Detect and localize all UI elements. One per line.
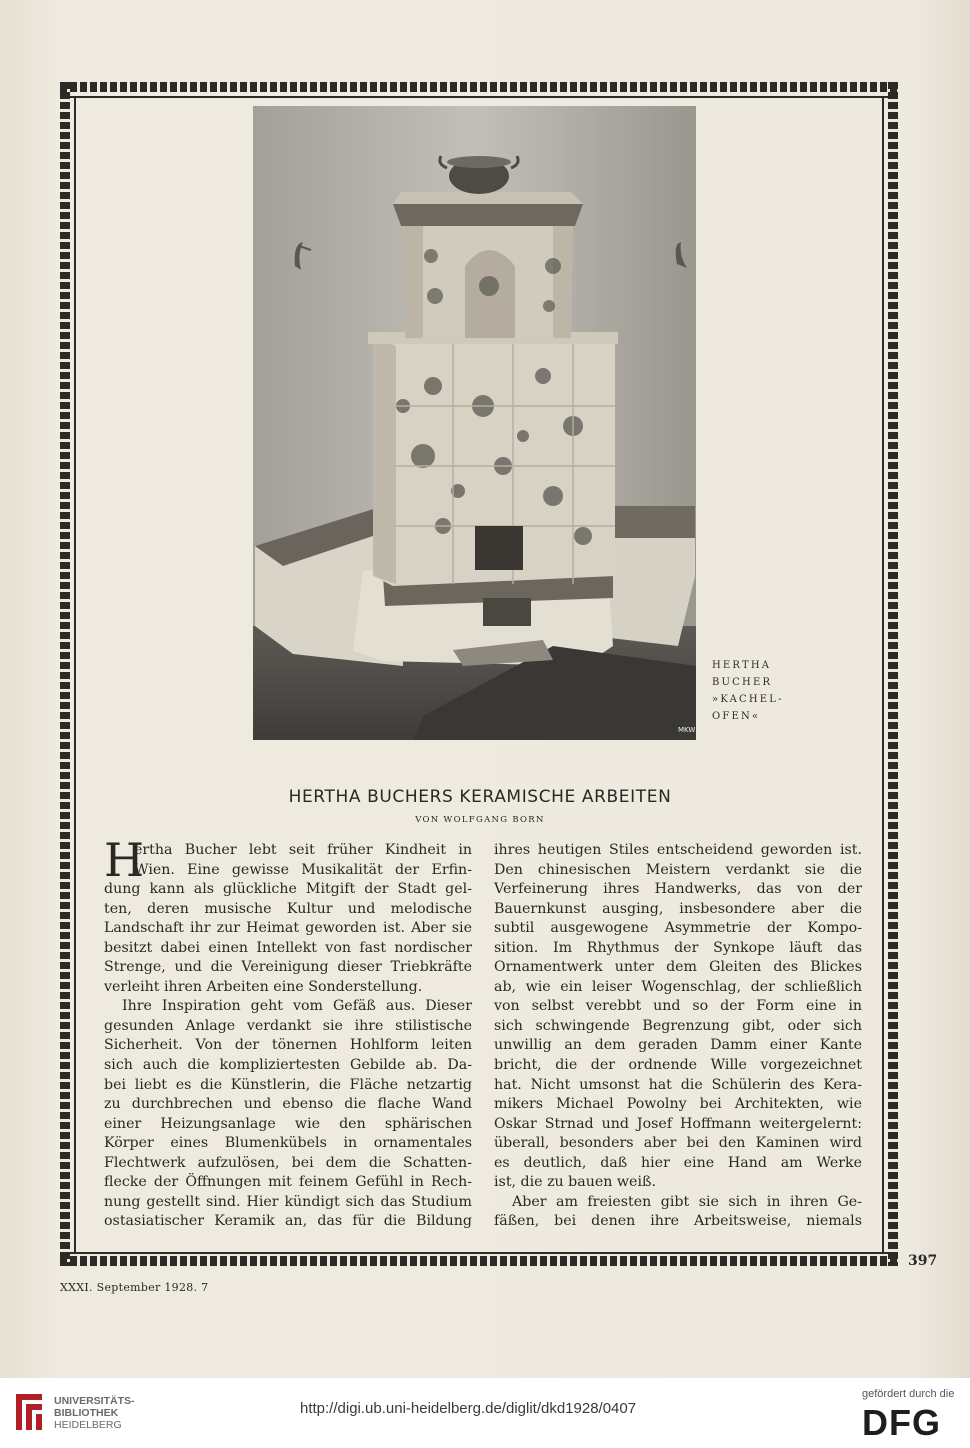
text-line: Den chinesischen Meistern verdankt sie die (494, 861, 862, 878)
text-line: Sicherheit. Von der tönernen Hohlform leiten (104, 1037, 472, 1054)
caption-line: BUCHER (712, 677, 773, 688)
text-line: hat. Nicht umsonst hat die Schülerin des Kera- (494, 1076, 862, 1093)
article-byline: VON WOLFGANG BORN (415, 815, 545, 825)
page-number: 397 (908, 1253, 938, 1269)
photo-monogram: MKW (678, 726, 696, 734)
text-line: ab, wie ein leiser Wogenschlag, der schließlich (494, 978, 862, 995)
text-column-left (104, 841, 472, 1232)
caption-line: »KACHEL- (712, 694, 784, 705)
text-line: Flechtwerk aufzulösen, bei dem die Schatten- (104, 1154, 472, 1171)
text-line: mikers Michael Powolny bei Architekten, wie (494, 1096, 862, 1113)
border-right-rule (882, 96, 884, 1254)
text-line: ist, die zu bauen weiß. (494, 1174, 656, 1191)
drop-cap: H (104, 833, 145, 887)
text-line: Körper eines Blumenkübels in ornamentales (104, 1135, 472, 1152)
text-line: Ihre Inspiration geht vom Gefäß aus. Dieser (122, 998, 472, 1015)
text-line: Ornamentwerk unter dem Gleiten des Blickes (494, 959, 862, 976)
library-name-line: BIBLIOTHEK (54, 1407, 119, 1419)
text-line: überall, besonders aber bei den Kaminen wird (494, 1135, 862, 1152)
text-line: sition. Im Rhythmus der Synkope läuft das (494, 939, 862, 956)
kachelofen-photograph (253, 106, 696, 740)
text-line: bricht, die der ordnende Wille vorgezeichnet (494, 1057, 862, 1074)
text-line: Wien. Eine gewisse Musikalität der Erfin- (134, 861, 472, 878)
border-top-rule (60, 96, 898, 98)
border-bottom (60, 1256, 898, 1266)
text-line: Landschaft ihr zur Heimat geworden ist. Aber sie (104, 920, 472, 937)
text-line: dung kann als glückliche Mitgift der Stadt gel- (104, 881, 472, 898)
library-name (54, 1395, 135, 1431)
text-line: ihres heutigen Stiles entscheidend geworden ist. (494, 842, 862, 858)
text-line: Bauernkunst ausging, insbesondere aber die (494, 900, 862, 917)
sponsor-label: gefördert durch die (862, 1388, 955, 1400)
text-line: besitzt dabei einen Intellekt von fast nordischer (104, 939, 472, 956)
text-line: Oskar Strnad und Josef Hoffmann weitergelernt: (494, 1115, 862, 1132)
dfg-logo: DFG (862, 1402, 941, 1443)
text-column-right (494, 841, 862, 1232)
text-line: nung gestellt sind. Hier kündigt sich das Studium (104, 1193, 472, 1210)
text-line: gesunden Anlage verdankt sie ihre stilistische (104, 1017, 472, 1034)
text-line: Strenge, und die Vereinigung dieser Triebkräfte (104, 959, 472, 976)
text-line: Aber am freiesten gibt sie sich in ihren Ge- (512, 1193, 862, 1210)
border-left (60, 82, 70, 1266)
text-line: einer Heizungsanlage wie den sphärischen (104, 1115, 472, 1132)
border-bottom-rule (60, 1252, 898, 1254)
caption-line: OFEN« (712, 711, 761, 722)
text-line: Verfeinerung ihres Handwerks, das von der (494, 881, 862, 898)
text-line: ten, deren musische Kultur und melodische (104, 900, 472, 917)
text-line: flecke der Öffnungen mit feinem Gefühl in Rech- (104, 1174, 472, 1191)
source-url-link[interactable]: http://digi.ub.uni-heidelberg.de/diglit/dkd1928/0407 (300, 1400, 637, 1417)
text-line: zu durchbrechen und ebenso die flache Wand (104, 1096, 472, 1113)
text-line: fäßen, bei denen ihre Arbeitsweise, niemals (494, 1213, 862, 1230)
text-line: sich schwingende Begrenzung gibt, oder sich (494, 1017, 862, 1034)
library-logo-icon (10, 1390, 48, 1434)
text-line: ertha Bucher lebt seit früher Kindheit in (134, 842, 472, 858)
text-line: bei liebt es die Künstlerin, die Fläche netzartig (104, 1076, 472, 1093)
text-line: sich auch die kompliziertesten Gebilde ab. Da- (104, 1057, 472, 1074)
border-left-rule (74, 96, 76, 1254)
text-line: unwillig an dem geraden Damm einer Kante (494, 1037, 862, 1054)
photo-caption (712, 657, 790, 725)
digitization-footer (0, 1378, 970, 1448)
library-name-line: HEIDELBERG (54, 1419, 122, 1431)
caption-line: HERTHA (712, 660, 772, 671)
text-line: subtil ausgewogene Asymmetrie der Kompo- (494, 920, 862, 937)
border-right (888, 82, 898, 1266)
text-line: es deutlich, daß hier eine Hand am Werke (494, 1154, 862, 1171)
text-line: verleiht ihren Arbeiten eine Sonderstellung. (104, 978, 423, 995)
article-title: HERTHA BUCHERS KERAMISCHE ARBEITEN (288, 787, 672, 807)
text-line: von selbst verebbt und so der Form eine in (494, 998, 862, 1015)
text-line: ostasiatischer Keramik an, das für die Bildung (104, 1213, 472, 1230)
issue-signature: XXXI. September 1928. 7 (60, 1281, 209, 1294)
library-name-line: UNIVERSITÄTS- (54, 1395, 135, 1407)
border-top (60, 82, 898, 92)
